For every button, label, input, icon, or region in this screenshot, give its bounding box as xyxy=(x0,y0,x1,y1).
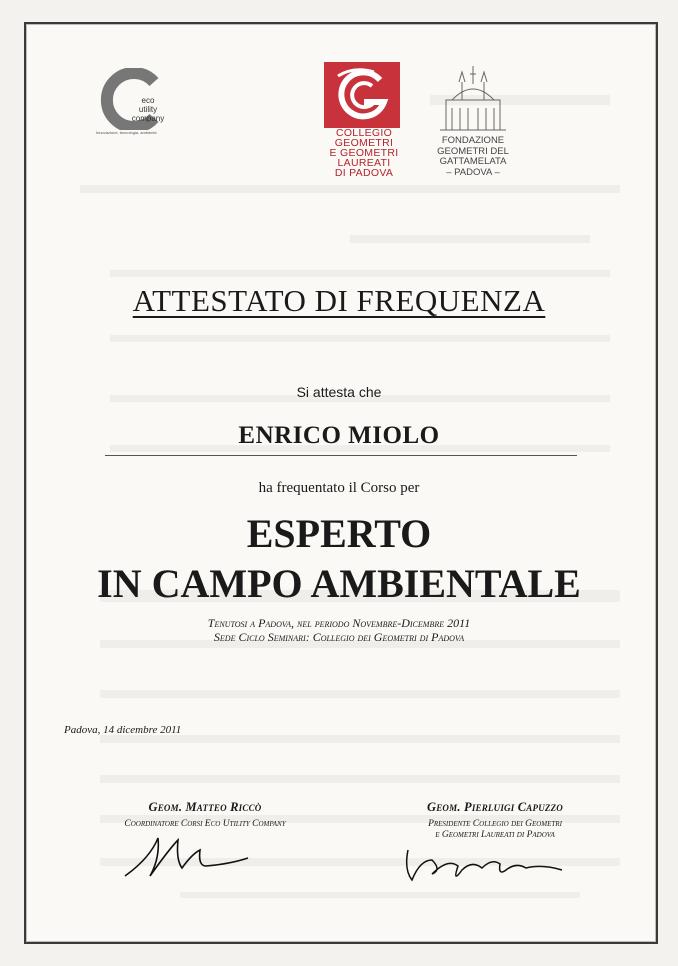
signer-name: Geom. Matteo Riccò xyxy=(148,800,262,814)
collegio-geometri-logo xyxy=(324,62,400,188)
name-underline xyxy=(105,455,577,456)
eco-utility-logo xyxy=(96,68,168,138)
signer-role xyxy=(390,819,600,841)
fondazione-logo xyxy=(432,64,514,190)
collegio-line: LAUREATI xyxy=(337,157,391,169)
signer-role-line: Presidente Collegio dei Geometri xyxy=(428,819,562,829)
frequentato-text: ha frequentato il Corso per xyxy=(258,480,420,496)
course-info-line1: Tenutosi a Padova, nel periodo Novembre-Dicembre 2011 xyxy=(207,616,471,630)
eco-tagline: Innovazione, tecnologia, ambiente xyxy=(96,130,157,135)
issue-date: Padova, 14 dicembre 2011 xyxy=(64,724,182,736)
fondazione-line: FONDAZIONE xyxy=(441,135,505,146)
signer-name: Geom. Pierluigi Capuzzo xyxy=(427,800,563,814)
collegio-line: GEOMETRI xyxy=(334,137,394,149)
collegio-line: COLLEGIO xyxy=(335,127,393,139)
handwritten-signature-right xyxy=(402,840,572,890)
signer-role: Coordinatore Corsi Eco Utility Company xyxy=(124,819,286,829)
handwritten-signature-left xyxy=(120,828,250,888)
signature-block-left xyxy=(100,800,310,830)
course-title-line2: IN CAMPO AMBIENTALE xyxy=(97,561,581,606)
collegio-red-emblem xyxy=(324,62,400,128)
course-info-line2: Sede Ciclo Seminari: Collegio dei Geometri di Padova xyxy=(213,630,465,644)
fondazione-line: GEOMETRI DEL xyxy=(437,145,509,157)
signature-block-right xyxy=(390,800,600,841)
eco-line: utility xyxy=(138,105,158,114)
basilica-icon xyxy=(432,64,514,134)
g-swirl-icon xyxy=(324,62,400,128)
fondazione-line: – PADOVA – xyxy=(446,166,500,178)
fondazione-line: GATTAMELATA xyxy=(439,156,507,167)
attesta-text: Si attesta che xyxy=(296,384,382,400)
eco-line: company xyxy=(131,114,165,123)
course-info xyxy=(0,616,678,644)
collegio-line: E GEOMETRI xyxy=(329,147,399,159)
eco-line: eco xyxy=(141,96,155,105)
collegio-line: DI PADOVA xyxy=(334,167,394,179)
certificate-title: ATTESTATO DI FREQUENZA xyxy=(132,283,546,318)
course-title-line1: ESPERTO xyxy=(246,511,432,556)
signer-role-line: e Geometri Laureati di Padova xyxy=(435,830,555,840)
recipient-name: ENRICO MIOLO xyxy=(238,422,440,449)
